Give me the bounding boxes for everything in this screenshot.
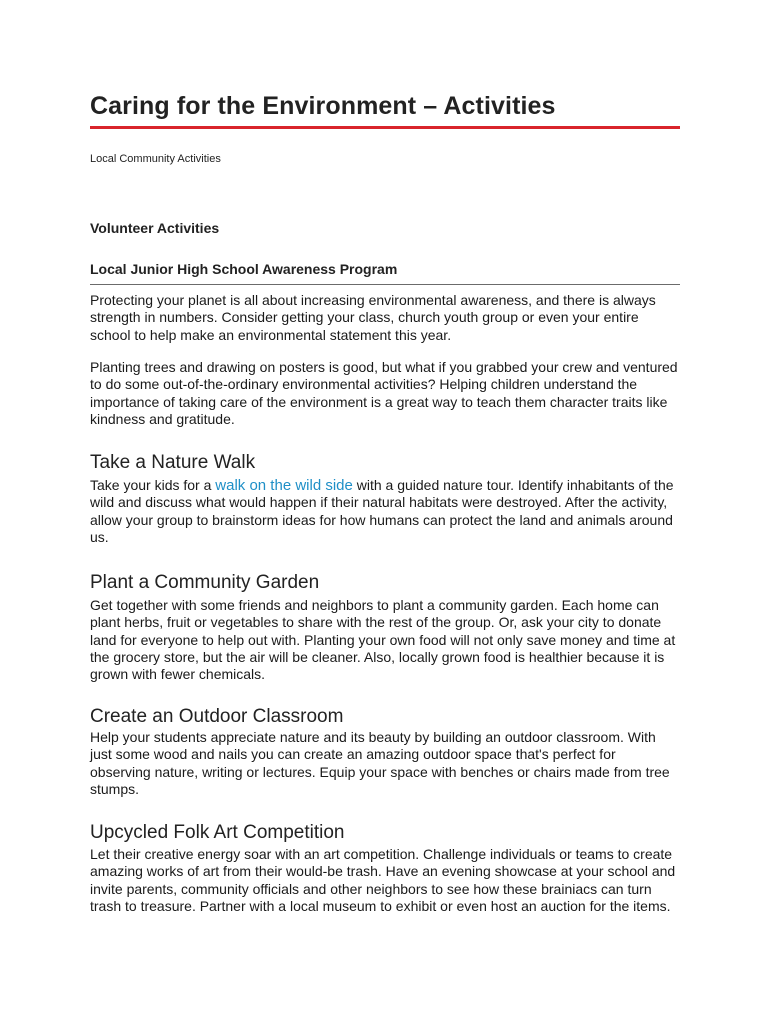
section-heading-outdoor-classroom: Create an Outdoor Classroom [90,706,344,727]
body-text: with a guided nature tour. Identify inhabitants of the wild and discuss what would happen if their natural habitats were destroyed. After the activity, allow your group to brainstorm ideas for how humans can protect the land and animals around us. [90,477,674,545]
section-body-community-garden: Get together with some friends and neighbors to plant a community garden. Each home can plant herbs, fruit or vegetables to share with the rest of the group. Or, ask your city to donate land for everyone to help out with. Planting your own food will not only save money and time at the grocery store, but the air will be cleaner. Also, locally grown food is healthier because it is grown with fewer chemicals. [90,597,676,683]
section-heading-folk-art: Upcycled Folk Art Competition [90,822,345,843]
intro-paragraph: Planting trees and drawing on posters is good, but what if you grabbed your crew and ventured to do some out-of-the-ordinary environmental activities? Helping children understand the importance of taking care of the environment is a great way to teach them character traits like kindness and gratitude. [90,359,678,427]
section-body-nature-walk [90,477,680,546]
section-heading-nature-walk: Take a Nature Walk [90,452,256,473]
section-heading-community-garden: Plant a Community Garden [90,572,320,593]
program-divider [90,284,680,285]
walk-on-the-wild-side-link[interactable]: walk on the wild side [215,477,353,494]
title-divider [90,126,680,129]
page-subtitle: Local Community Activities [90,153,221,165]
section-label: Volunteer Activities [90,220,220,236]
intro-paragraph: Protecting your planet is all about increasing environmental awareness, and there is always strength in numbers. Consider getting your class, church youth group or even your entire school to help make an environmental statement this year. [90,292,656,343]
page-title: Caring for the Environment – Activities [90,92,556,120]
body-text: Take your kids for a [90,477,216,493]
section-body-folk-art: Let their creative energy soar with an art competition. Challenge individuals or teams to create amazing works of art from their would-be trash. Have an evening showcase at your school and invite parents, community officials and other neighbors to see how these brainiacs can turn trash to treasure. Partner with a local museum to exhibit or even host an auction for the items. [90,846,676,914]
program-title: Local Junior High School Awareness Program [90,261,398,277]
section-body-outdoor-classroom: Help your students appreciate nature and its beauty by building an outdoor classroom. With just some wood and nails you can create an amazing outdoor space that's perfect for observing nature, writing or lectures. Equip your space with benches or chairs made from tree stumps. [90,729,670,797]
